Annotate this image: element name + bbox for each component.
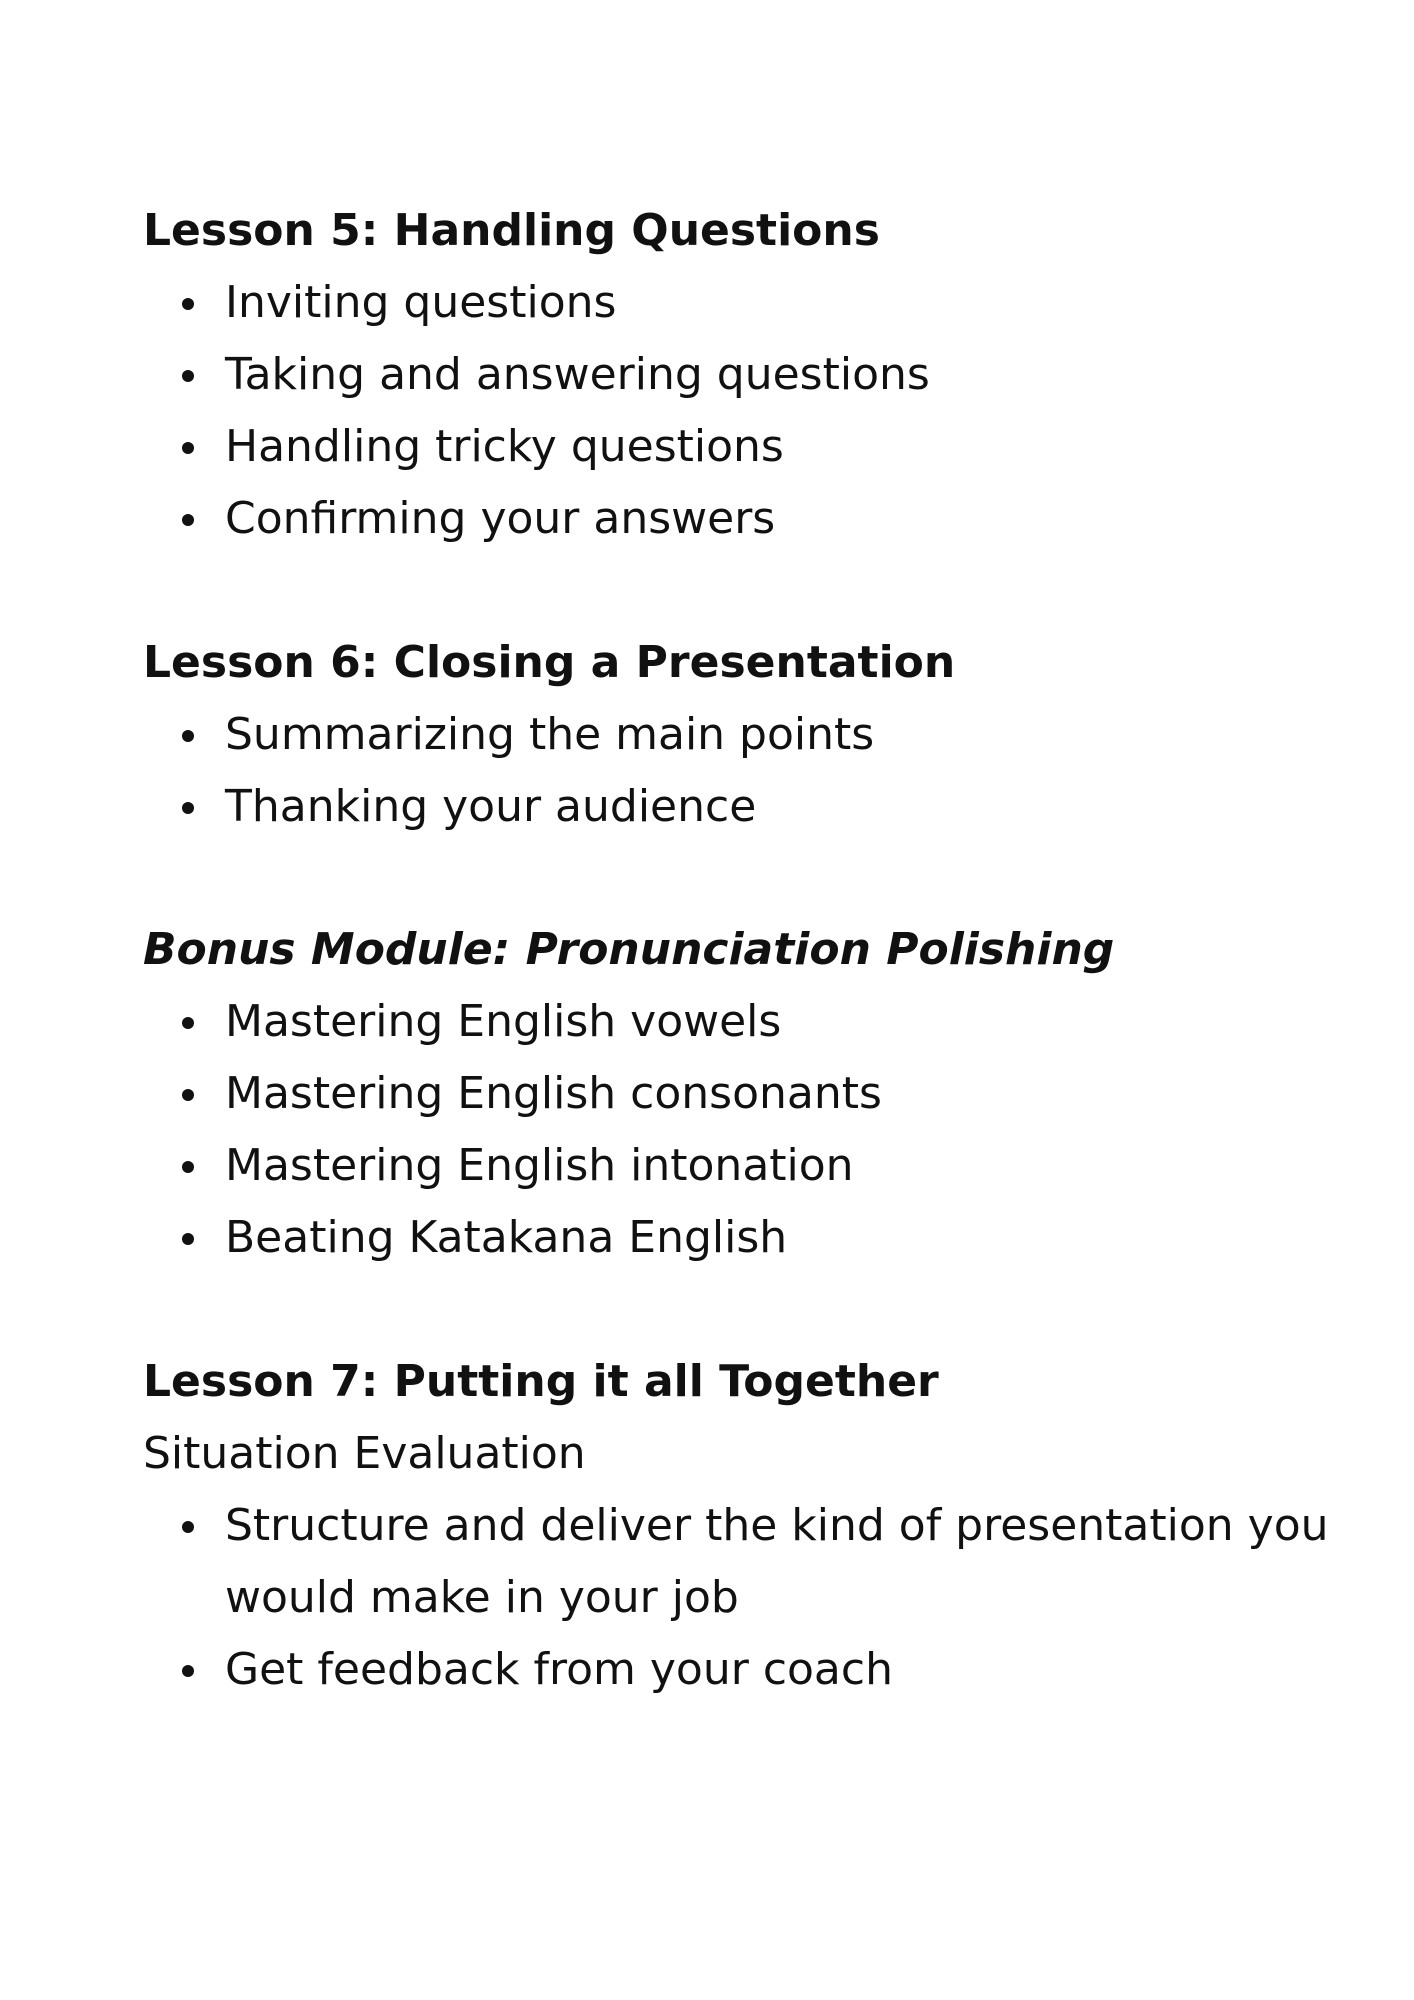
lesson-7-heading: Lesson 7: Putting it all Together	[143, 1356, 939, 1407]
lesson-5-heading: Lesson 5: Handling Questions	[143, 205, 880, 256]
lesson-5-list	[143, 267, 1323, 555]
bonus-module-list	[143, 986, 1323, 1274]
list-item: Beating Katakana English	[143, 1202, 1325, 1274]
bonus-module-heading: Bonus Module: Pronunciation Polishing	[143, 924, 1115, 975]
list-item: Mastering English consonants	[143, 1058, 1325, 1130]
lesson-6-heading: Lesson 6: Closing a Presentation	[143, 637, 956, 688]
list-item: Mastering English intonation	[143, 1130, 1325, 1202]
list-item: Thanking your audience	[143, 771, 1325, 843]
lesson-5-section	[143, 195, 1323, 555]
list-item: Handling tricky questions	[143, 411, 1325, 483]
list-item: Confirming your answers	[143, 483, 1325, 555]
bonus-module-section	[143, 914, 1323, 1274]
list-item: Taking and answering questions	[143, 339, 1325, 411]
lesson-6-section	[143, 627, 1323, 843]
list-item: Structure and deliver the kind of presentation you would make in your job	[143, 1490, 1365, 1634]
lesson-7-section	[143, 1346, 1329, 1706]
list-item: Summarizing the main points	[143, 699, 1325, 771]
lesson-7-subtext: Situation Evaluation	[143, 1428, 586, 1479]
lesson-6-list	[143, 699, 1323, 843]
list-item: Get feedback from your coach	[143, 1634, 1325, 1706]
list-item: Mastering English vowels	[143, 986, 1325, 1058]
lesson-7-list	[143, 1490, 1329, 1706]
list-item: Inviting questions	[143, 267, 1325, 339]
